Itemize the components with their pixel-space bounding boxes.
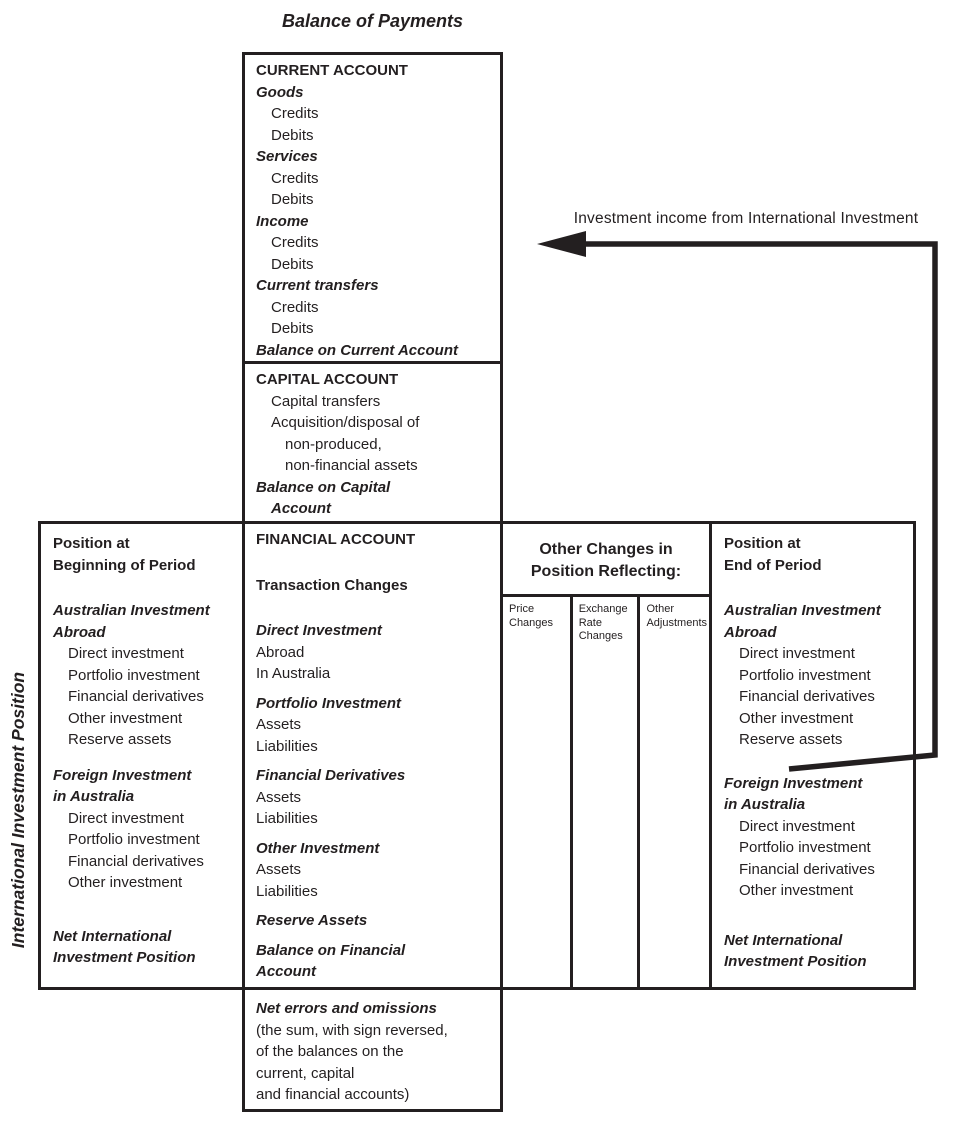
text-line: Reserve assets	[739, 731, 843, 748]
text-line: Goods	[256, 83, 304, 101]
text-line: Portfolio investment	[739, 666, 871, 684]
text-line: Beginning of Period	[53, 556, 196, 574]
text-line: Liabilities	[256, 737, 318, 755]
text-line: Abroad	[724, 623, 777, 641]
text-line: Reserve assets	[68, 731, 172, 748]
capital-account-box	[242, 364, 503, 524]
other-changes-header	[503, 524, 709, 597]
investment-income-arrow-label: Investment income from International Investment	[573, 210, 919, 227]
text-line: Other investment	[68, 874, 183, 891]
text-line: Other investment	[68, 709, 183, 727]
text-line: Portfolio investment	[68, 666, 200, 684]
text-line: Financial derivatives	[739, 860, 875, 878]
text-line: Abroad	[256, 643, 305, 661]
text-line: Other Investment	[256, 839, 380, 857]
position-beginning-box	[38, 521, 245, 990]
text-line: Debits	[271, 255, 314, 273]
text-line: Other	[646, 603, 674, 615]
text-line: Portfolio investment	[68, 831, 200, 848]
text-line: Net International	[724, 931, 843, 949]
text-line: Investment Position	[53, 949, 196, 966]
text-line: Financial Derivatives	[256, 767, 406, 784]
text-line: Reserve Assets	[256, 912, 368, 929]
text-line: Credits	[271, 105, 319, 122]
other-changes-columns	[503, 597, 709, 987]
text-line: End of Period	[724, 556, 822, 574]
text-line: Assets	[256, 861, 302, 878]
text-line: Changes	[578, 630, 623, 642]
text-line: Account	[271, 500, 331, 517]
text-line: Account	[256, 963, 316, 980]
text-line: Net errors and omissions	[256, 1000, 437, 1017]
text-line: Direct investment	[68, 645, 184, 662]
text-line: Position at	[53, 535, 130, 552]
text-line: Direct investment	[739, 817, 855, 835]
text-line: Financial derivatives	[68, 852, 204, 870]
text-line: Debits	[271, 126, 314, 144]
text-line: Liabilities	[256, 882, 318, 900]
text-line: Income	[256, 212, 309, 230]
text-line: current, capital	[256, 1064, 355, 1082]
text-line: Adjustments	[646, 616, 707, 629]
text-line: Balance on Capital	[256, 478, 391, 496]
text-line: Direct investment	[739, 645, 855, 662]
text-line: In Australia	[256, 665, 331, 682]
text-line: Balance on Current Account	[256, 341, 458, 359]
text-line: non-produced,	[285, 435, 382, 453]
arrowhead-icon	[537, 231, 586, 257]
text-line: Other investment	[739, 709, 854, 727]
text-line: Assets	[256, 716, 302, 733]
text-line: Foreign Investment	[724, 774, 863, 792]
text-line: Services	[256, 148, 318, 165]
text-line: in Australia	[724, 796, 806, 813]
text-line: Rate	[578, 616, 602, 629]
column-other-adjustments	[640, 597, 709, 987]
text-line: Foreign Investment	[53, 766, 192, 784]
text-line: of the balances on the	[256, 1043, 404, 1060]
text-line: FINANCIAL ACCOUNT	[256, 531, 416, 548]
text-line: non-financial assets	[285, 457, 418, 474]
text-line: Assets	[256, 788, 302, 806]
text-line: (the sum, with sign reversed,	[256, 1021, 448, 1039]
text-line: Financial derivatives	[68, 688, 204, 705]
text-line: Capital transfers	[271, 392, 381, 410]
text-line: CAPITAL ACCOUNT	[256, 371, 399, 388]
other-changes-box	[500, 521, 712, 990]
text-line: Changes	[509, 616, 554, 629]
text-line: Net International	[53, 927, 172, 945]
text-line: Australian Investment	[724, 602, 881, 619]
text-line: Liabilities	[256, 810, 318, 827]
text-line: Current transfers	[256, 277, 379, 294]
iip-side-label: International Investment Position	[8, 671, 28, 949]
text-line: Credits	[271, 169, 319, 187]
text-line: Other Changes in	[539, 541, 673, 558]
text-line: Debits	[271, 191, 314, 208]
diagram-title: Balance of Payments	[281, 11, 464, 31]
text-line: Transaction Changes	[256, 576, 408, 594]
financial-account-box	[242, 521, 503, 990]
text-line: Portfolio Investment	[256, 694, 402, 712]
current-account-box	[242, 52, 503, 364]
text-line: Position Reflecting:	[530, 563, 682, 580]
text-line: Credits	[271, 234, 319, 251]
text-line: Investment Position	[724, 953, 867, 970]
text-line: Australian Investment	[53, 602, 210, 619]
text-line: Exchange	[578, 603, 628, 615]
text-line: Position at	[724, 535, 801, 552]
column-price-changes	[503, 597, 573, 987]
text-line: Financial derivatives	[739, 688, 875, 705]
text-line: Balance on Financial	[256, 941, 406, 959]
column-exchange-rate-changes	[573, 597, 641, 987]
text-line: Acquisition/disposal of	[271, 414, 420, 431]
text-line: Credits	[271, 298, 319, 316]
text-line: Direct investment	[68, 809, 184, 827]
text-line: in Australia	[53, 788, 135, 805]
text-line: and financial accounts)	[256, 1086, 410, 1103]
text-line: Debits	[271, 320, 314, 337]
text-line: CURRENT ACCOUNT	[256, 62, 408, 79]
text-line: Price	[509, 603, 535, 615]
position-end-box	[709, 521, 916, 990]
text-line: Other investment	[739, 882, 854, 899]
text-line: Direct Investment	[256, 622, 382, 639]
text-line: Portfolio investment	[739, 839, 871, 856]
text-line: Abroad	[53, 623, 106, 641]
net-errors-box	[242, 987, 503, 1112]
